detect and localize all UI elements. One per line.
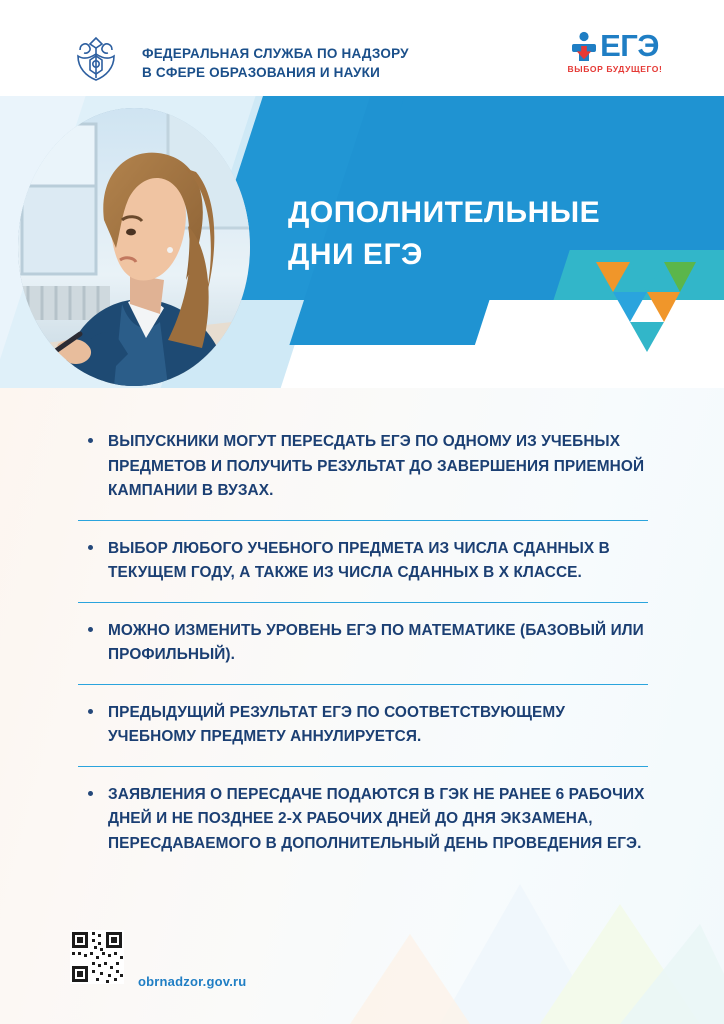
list-item-text: ВЫБОР ЛЮБОГО УЧЕБНОГО ПРЕДМЕТА ИЗ ЧИСЛА СДАННЫХ В ТЕКУЩЕМ ГОДУ, А ТАКЖЕ ИЗ ЧИСЛА СДАННЫХ В X КЛАССЕ. — [108, 539, 610, 581]
list-item-text: ЗАЯВЛЕНИЯ О ПЕРЕСДАЧЕ ПОДАЮТСЯ В ГЭК НЕ РАНЕЕ 6 РАБОЧИХ ДНЕЙ И НЕ ПОЗДНЕЕ 2-Х РАБОЧИХ ДНЕЙ ДО ДНЯ ЭКЗАМЕНА, ПЕРЕСДАВАЕМОГО В ДОПОЛНИТЕЛЬНЫЙ ДЕНЬ ПРОВЕДЕНИЯ ЕГЭ. — [108, 785, 645, 852]
facts-list — [78, 430, 648, 888]
list-item — [78, 430, 648, 521]
agency-name-line2: В СФЕРЕ ОБРАЗОВАНИЯ И НАУКИ — [142, 65, 380, 80]
bullet-icon — [88, 791, 93, 796]
ege-person-icon — [571, 31, 597, 61]
ege-logo-tagline: ВЫБОР БУДУЩЕГО! — [567, 64, 663, 74]
page-title-line2: ДНИ ЕГЭ — [288, 238, 423, 271]
qr-code-icon[interactable] — [70, 930, 124, 984]
ege-logo-main — [550, 30, 680, 61]
bullet-icon — [88, 438, 93, 443]
list-item-text: МОЖНО ИЗМЕНИТЬ УРОВЕНЬ ЕГЭ ПО МАТЕМАТИКЕ (БАЗОВЫЙ ИЛИ ПРОФИЛЬНЫЙ). — [108, 621, 644, 663]
bullet-icon — [88, 545, 93, 550]
triangle-decoration — [596, 262, 696, 362]
list-item-text: ВЫПУСКНИКИ МОГУТ ПЕРЕСДАТЬ ЕГЭ ПО ОДНОМУ ИЗ УЧЕБНЫХ ПРЕДМЕТОВ И ПОЛУЧИТЬ РЕЗУЛЬТАТ ДО ЗАВЕРШЕНИЯ ПРИЕМНОЙ КАМПАНИИ В ВУЗАХ. — [108, 433, 645, 499]
list-item — [78, 537, 648, 603]
student-photo — [18, 108, 250, 386]
agency-name-line1: ФЕДЕРАЛЬНАЯ СЛУЖБА ПО НАДЗОРУ — [142, 46, 409, 61]
agency-name — [142, 44, 472, 82]
ege-logo-word: ЕГЭ — [600, 28, 659, 63]
banner-blue-top-2 — [399, 96, 724, 112]
bullet-icon — [88, 709, 93, 714]
page-title-line1: ДОПОЛНИТЕЛЬНЫЕ — [288, 196, 601, 229]
rosobrnadzor-emblem-icon — [68, 34, 124, 84]
list-item-text: ПРЕДЫДУЩИЙ РЕЗУЛЬТАТ ЕГЭ ПО СООТВЕТСТВУЮЩЕМУ УЧЕБНОМУ ПРЕДМЕТУ АННУЛИРУЕТСЯ. — [108, 703, 565, 745]
website-link[interactable]: obrnadzor.gov.ru — [138, 974, 247, 989]
bullet-icon — [88, 627, 93, 632]
ege-logo — [550, 30, 680, 74]
list-item — [78, 783, 648, 873]
list-item — [78, 619, 648, 685]
list-item — [78, 701, 648, 767]
